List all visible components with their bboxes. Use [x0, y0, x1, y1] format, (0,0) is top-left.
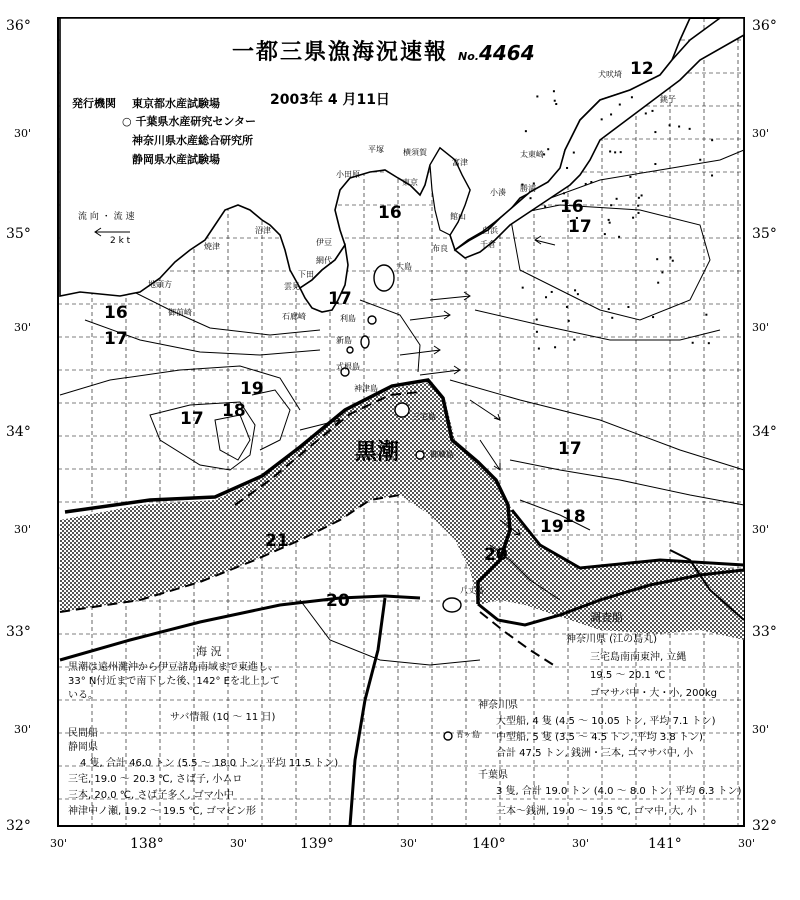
station-dot	[672, 260, 674, 262]
lon-bottom-1: 30'	[50, 837, 68, 850]
isotherm-label: 18	[562, 507, 586, 527]
place-hiratsuka: 平塚	[368, 145, 384, 154]
station-dot	[604, 233, 606, 235]
lon-bottom-141: 141°	[648, 836, 682, 852]
place-shikinejima: 式根島	[336, 362, 360, 371]
chiba-line: 三本～銭洲, 19.0 ～ 19.5 ℃, ゴマ中, 大, 小	[496, 806, 697, 817]
island-niijima	[361, 336, 369, 348]
issuer-label: 発行機関	[72, 97, 116, 110]
isotherm-label: 20	[326, 591, 350, 611]
place-kozushima: 神津島	[354, 384, 378, 393]
kuroshio-label: 黒潮	[355, 439, 400, 465]
station-dot	[661, 271, 663, 273]
station-dot	[573, 152, 575, 154]
lat-left-3530: 30'	[14, 127, 32, 140]
place-toshima: 利島	[340, 314, 356, 323]
place-numazu: 沼津	[255, 226, 271, 235]
place-tokyo: 東京	[402, 178, 418, 187]
lat-left-33: 33°	[6, 624, 31, 640]
station-dot	[601, 118, 603, 120]
station-dot	[611, 317, 613, 319]
lat-right-3330: 30'	[752, 523, 770, 536]
station-dot	[590, 181, 592, 183]
shizuoka-line: 神津中ノ瀬, 19.2 ～ 19.5 ℃, ゴマピン形	[68, 806, 257, 817]
lat-left-3430: 30'	[14, 321, 32, 334]
lat-right-3230: 30'	[752, 723, 770, 736]
flow-legend-label: 流 向 ・ 流 速	[78, 212, 135, 222]
island-hachijojima	[443, 598, 461, 612]
kanagawa-line: 大型船, 4 隻 (4.5 ～ 10.05 トン, 平均 7.1 トン)	[496, 716, 716, 727]
survey-ship-label: 調査船	[590, 611, 623, 624]
station-dot	[545, 296, 547, 298]
place-hachijojima: 八丈島	[460, 586, 484, 595]
chiba-line: 3 隻, 合計 19.0 トン (4.0 ～ 8.0 トン, 平均 6.3 トン)	[496, 786, 742, 797]
station-dot	[544, 205, 546, 207]
kanagawa-label: 神奈川県	[478, 700, 518, 711]
shizuoka-label: 静岡県	[68, 742, 98, 753]
lat-right-33: 33°	[752, 624, 777, 640]
isotherm-label: 19	[240, 379, 264, 399]
lat-left-36: 36°	[6, 18, 31, 34]
place-yaizu: 焼津	[204, 242, 220, 251]
isotherm-label: 16	[560, 197, 584, 217]
place-shimoda: 下田	[298, 270, 314, 279]
station-dot	[652, 316, 654, 318]
lon-bottom-138: 138°	[130, 836, 164, 852]
station-dot	[585, 183, 587, 185]
lat-left-34: 34°	[6, 424, 31, 440]
place-kumomi: 雲見	[284, 282, 300, 291]
place-choshi: 銚子	[660, 95, 676, 104]
station-dot	[632, 217, 634, 219]
station-dot	[619, 104, 621, 106]
isotherm-label: 17	[180, 409, 204, 429]
station-dot	[705, 314, 707, 316]
place-jitogata: 地頭方	[148, 280, 172, 289]
station-dot	[566, 306, 568, 308]
lon-bottom-5: 30'	[400, 837, 418, 850]
station-dot	[669, 256, 671, 258]
sea-condition-line: 黒潮は遠州灘沖から伊豆諸島南域まで東進し、	[68, 662, 278, 673]
lat-right-3430: 30'	[752, 321, 770, 334]
station-dot	[577, 293, 579, 295]
station-dot	[656, 258, 658, 260]
place-tateyama: 館山	[450, 212, 466, 221]
survey-box-line: 三宅島南南東沖, 立縄	[590, 652, 687, 663]
chiba-label: 千葉県	[478, 770, 508, 781]
station-dot	[563, 192, 565, 194]
place-mera: 布良	[432, 244, 448, 253]
station-dot	[551, 291, 553, 293]
lon-bottom-7: 30'	[572, 837, 590, 850]
station-dot	[637, 205, 639, 207]
kanagawa-line: 中型船, 5 隻 (3.5 ～ 4.5 トン, 平均 3.8 トン)	[496, 732, 703, 743]
place-shirahama: 白浜	[482, 226, 498, 235]
survey-box-line: ゴマサバ中・大・小, 200kg	[590, 688, 717, 699]
place-odawara: 小田原	[336, 170, 360, 179]
station-dot	[645, 112, 647, 114]
station-dot	[609, 222, 611, 224]
station-dot	[711, 174, 713, 176]
place-ajiro: 網代	[316, 256, 332, 265]
place-omaezaki: 御前崎	[168, 308, 192, 317]
station-dot	[536, 331, 538, 333]
lat-right-36: 36°	[752, 18, 777, 34]
station-dot	[654, 163, 656, 165]
isotherm-label: 16	[378, 203, 402, 223]
station-dot	[627, 306, 629, 308]
lat-right-35: 35°	[752, 226, 777, 242]
station-dot	[631, 96, 633, 98]
sea-condition-label: 海 況	[196, 645, 222, 658]
place-miyakejima: 三宅島	[412, 412, 436, 421]
island-aogashima	[444, 732, 452, 740]
isotherm-label: 17	[104, 329, 128, 349]
station-dot	[641, 194, 643, 196]
place-yokosuka: 横須賀	[403, 148, 427, 157]
place-izu: 伊豆	[316, 238, 332, 247]
place-futtsu: 富津	[452, 158, 468, 167]
station-dot	[536, 319, 538, 321]
place-irozaki: 石廊崎	[282, 312, 306, 321]
station-dot	[629, 176, 631, 178]
station-dot	[616, 198, 618, 200]
place-taitosaki: 太東崎	[520, 150, 544, 159]
station-dot	[608, 219, 610, 221]
lat-left-3230: 30'	[14, 723, 32, 736]
station-dot	[610, 204, 612, 206]
island-oshima	[374, 265, 394, 291]
station-dot	[614, 151, 616, 153]
station-dot	[554, 100, 556, 102]
place-inubosaki: 犬吠埼	[598, 70, 622, 79]
isotherm-label: 20	[484, 545, 508, 565]
station-dot	[555, 103, 557, 105]
station-dot	[610, 113, 612, 115]
shizuoka-line: 三本, 20.0 ℃, さば子多く, ゴマ小中	[68, 790, 234, 801]
place-chikura: 千倉	[480, 240, 496, 249]
shizuoka-line: 4 隻, 合計 46.0 トン (5.5 ～ 18.0 トン, 平均 11.5 トン)	[80, 758, 339, 769]
lon-bottom-3: 30'	[230, 837, 248, 850]
saba-title: サバ情報 (10 ～ 11 日)	[170, 712, 276, 723]
station-dot	[547, 148, 549, 150]
station-dot	[530, 197, 532, 199]
isotherm-label: 16	[104, 303, 128, 323]
isotherm-label: 18	[222, 401, 246, 421]
station-dot	[525, 130, 527, 132]
station-dot	[637, 212, 639, 214]
issuer-2: ○ 千葉県水産研究センター	[122, 115, 256, 128]
island-shikinejima	[347, 347, 353, 353]
place-niijima: 新島	[336, 336, 352, 345]
station-dot	[651, 110, 653, 112]
station-dot	[699, 159, 701, 161]
survey-box-line: 19.5 ～ 20.1 ℃	[590, 670, 666, 681]
isotherm-label: 17	[558, 439, 582, 459]
station-dot	[522, 287, 524, 289]
station-dot	[689, 128, 691, 130]
place-katsuura: 勝浦	[520, 184, 536, 193]
place-kominato: 小湊	[490, 188, 506, 197]
no-label: No.	[458, 50, 479, 63]
island-miyakejima	[395, 403, 409, 417]
isotherm-label: 12	[630, 59, 654, 79]
station-dot	[638, 197, 640, 199]
station-dot	[538, 348, 540, 350]
place-oshima: 大島	[396, 262, 412, 271]
sea-condition-line: いる。	[68, 690, 98, 701]
station-dot	[536, 95, 538, 97]
no-value: 4464	[478, 41, 535, 65]
isotherm-label: 17	[328, 289, 352, 309]
station-dot	[620, 151, 622, 153]
station-dot	[618, 236, 620, 238]
station-dot	[708, 342, 710, 344]
station-dot	[657, 282, 659, 284]
island-toshima	[368, 316, 376, 324]
station-dot	[566, 167, 568, 169]
station-dot	[573, 339, 575, 341]
station-dot	[609, 150, 611, 152]
station-dot	[711, 139, 713, 141]
lon-bottom-139: 139°	[300, 836, 334, 852]
island-mikurajima	[416, 451, 424, 459]
lat-left-32: 32°	[6, 818, 31, 834]
station-dot	[568, 320, 570, 322]
station-dot	[608, 308, 610, 310]
station-dot	[554, 346, 556, 348]
issuer-1: 東京都水産試験場	[132, 97, 220, 110]
lat-right-3530: 30'	[752, 127, 770, 140]
isotherm-label: 21	[265, 531, 289, 551]
private-ship-label: 民間船	[68, 728, 98, 739]
survey-box-line: 神奈川県 (江の島丸)	[566, 634, 657, 645]
lon-bottom-9: 30'	[738, 837, 756, 850]
flow-legend-scale: 2 k t	[110, 236, 131, 246]
lat-left-3330: 30'	[14, 523, 32, 536]
sea-condition-line: 33° N付近まで南下した後、142° Eを北上して	[68, 676, 280, 687]
kanagawa-line: 合計 47.5 トン, 銭洲・三本, ゴマサバ中, 小	[496, 748, 694, 759]
place-mikurajima: 御蔵島	[430, 450, 454, 459]
lat-left-35: 35°	[6, 226, 31, 242]
issuer-4: 静岡県水産試験場	[132, 153, 220, 166]
station-dot	[692, 342, 694, 344]
bulletin-number	[458, 42, 535, 65]
station-dot	[654, 131, 656, 133]
issue-date: 2003年 4 月11日	[270, 92, 390, 108]
lat-right-34: 34°	[752, 424, 777, 440]
isotherm-label: 19	[540, 517, 564, 537]
page-title: 一都三県漁海況速報	[232, 39, 449, 65]
station-dot	[574, 289, 576, 291]
issuer-3: 神奈川県水産総合研究所	[132, 134, 253, 147]
station-dot	[553, 90, 555, 92]
shizuoka-line: 三宅, 19.0 ～ 20.3 ℃, さば子, 小ムロ	[68, 774, 243, 785]
station-dot	[678, 126, 680, 128]
isotherm-label: 17	[568, 217, 592, 237]
lon-bottom-140: 140°	[472, 836, 506, 852]
place-aogashima: 青ヶ島	[456, 730, 480, 739]
station-dot	[669, 124, 671, 126]
lat-right-32: 32°	[752, 818, 777, 834]
